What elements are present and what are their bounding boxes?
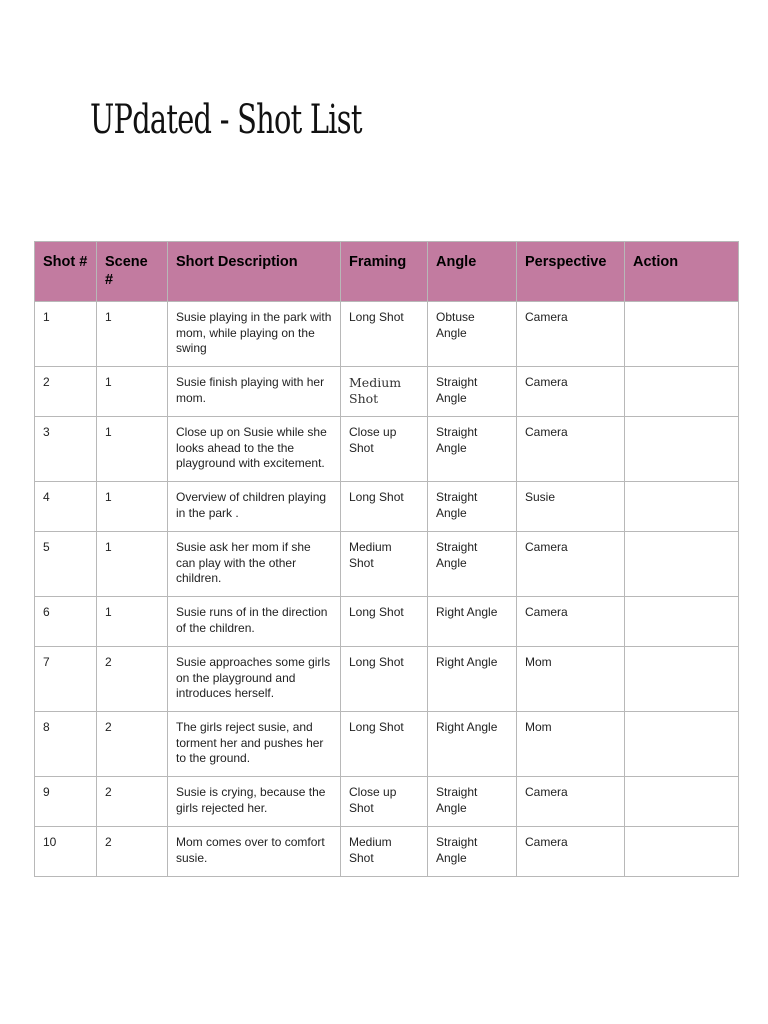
cell-framing: Long Shot [341,597,428,647]
cell-shot: 4 [35,482,97,532]
cell-scene: 1 [97,302,168,367]
cell-framing: Close up Shot [341,777,428,827]
table-row [35,482,739,532]
cell-perspective: Camera [517,302,625,367]
cell-action [625,777,739,827]
cell-shot: 10 [35,827,97,877]
table-row [35,712,739,777]
table-row [35,777,739,827]
cell-scene: 1 [97,367,168,417]
cell-action [625,302,739,367]
cell-scene: 2 [97,827,168,877]
cell-description: Susie playing in the park with mom, while playing on the swing [168,302,341,367]
cell-description: Susie is crying, because the girls rejected her. [168,777,341,827]
cell-angle: Right Angle [428,712,517,777]
cell-framing: Long Shot [341,647,428,712]
table-row [35,647,739,712]
cell-description: Susie ask her mom if she can play with the other children. [168,532,341,597]
cell-framing: Medium Shot [341,827,428,877]
cell-perspective: Mom [517,647,625,712]
header-shot: Shot # [35,242,97,302]
cell-action [625,532,739,597]
cell-scene: 1 [97,482,168,532]
cell-action [625,417,739,482]
page-title: UPdated - Shot List [90,97,362,143]
table-row [35,417,739,482]
header-scene: Scene # [97,242,168,302]
cell-framing: Medium Shot [341,532,428,597]
cell-angle: Straight Angle [428,532,517,597]
cell-perspective: Camera [517,597,625,647]
cell-framing: Close up Shot [341,417,428,482]
cell-perspective: Camera [517,827,625,877]
cell-action [625,827,739,877]
header-short-description: Short Description [168,242,341,302]
cell-scene: 1 [97,597,168,647]
table-row [35,532,739,597]
cell-perspective: Camera [517,777,625,827]
table-header-row [35,242,739,302]
cell-angle: Right Angle [428,647,517,712]
cell-description: Mom comes over to comfort susie. [168,827,341,877]
cell-framing: Medium Shot [341,367,428,417]
cell-scene: 2 [97,712,168,777]
cell-shot: 5 [35,532,97,597]
cell-angle: Right Angle [428,597,517,647]
cell-action [625,367,739,417]
cell-perspective: Camera [517,417,625,482]
cell-action [625,597,739,647]
cell-angle: Straight Angle [428,777,517,827]
cell-scene: 1 [97,532,168,597]
cell-perspective: Camera [517,532,625,597]
cell-shot: 1 [35,302,97,367]
table-row [35,827,739,877]
cell-description: The girls reject susie, and torment her and pushes her to the ground. [168,712,341,777]
header-perspective: Perspective [517,242,625,302]
header-framing: Framing [341,242,428,302]
shot-list-table [34,241,739,877]
cell-description: Susie finish playing with her mom. [168,367,341,417]
cell-shot: 7 [35,647,97,712]
header-angle: Angle [428,242,517,302]
cell-angle: Obtuse Angle [428,302,517,367]
cell-shot: 9 [35,777,97,827]
cell-action [625,712,739,777]
cell-scene: 2 [97,777,168,827]
cell-framing: Long Shot [341,482,428,532]
cell-action [625,482,739,532]
cell-framing: Long Shot [341,712,428,777]
cell-angle: Straight Angle [428,827,517,877]
table-row [35,367,739,417]
cell-scene: 1 [97,417,168,482]
cell-description: Susie approaches some girls on the playground and introduces herself. [168,647,341,712]
cell-shot: 2 [35,367,97,417]
cell-angle: Straight Angle [428,417,517,482]
cell-angle: Straight Angle [428,482,517,532]
cell-perspective: Mom [517,712,625,777]
cell-scene: 2 [97,647,168,712]
cell-shot: 6 [35,597,97,647]
header-action: Action [625,242,739,302]
cell-perspective: Camera [517,367,625,417]
table-row [35,597,739,647]
cell-shot: 8 [35,712,97,777]
cell-perspective: Susie [517,482,625,532]
cell-description: Susie runs of in the direction of the children. [168,597,341,647]
cell-angle: Straight Angle [428,367,517,417]
table-row [35,302,739,367]
cell-framing: Long Shot [341,302,428,367]
cell-description: Close up on Susie while she looks ahead to the the playground with excitement. [168,417,341,482]
cell-shot: 3 [35,417,97,482]
cell-description: Overview of children playing in the park . [168,482,341,532]
cell-action [625,647,739,712]
